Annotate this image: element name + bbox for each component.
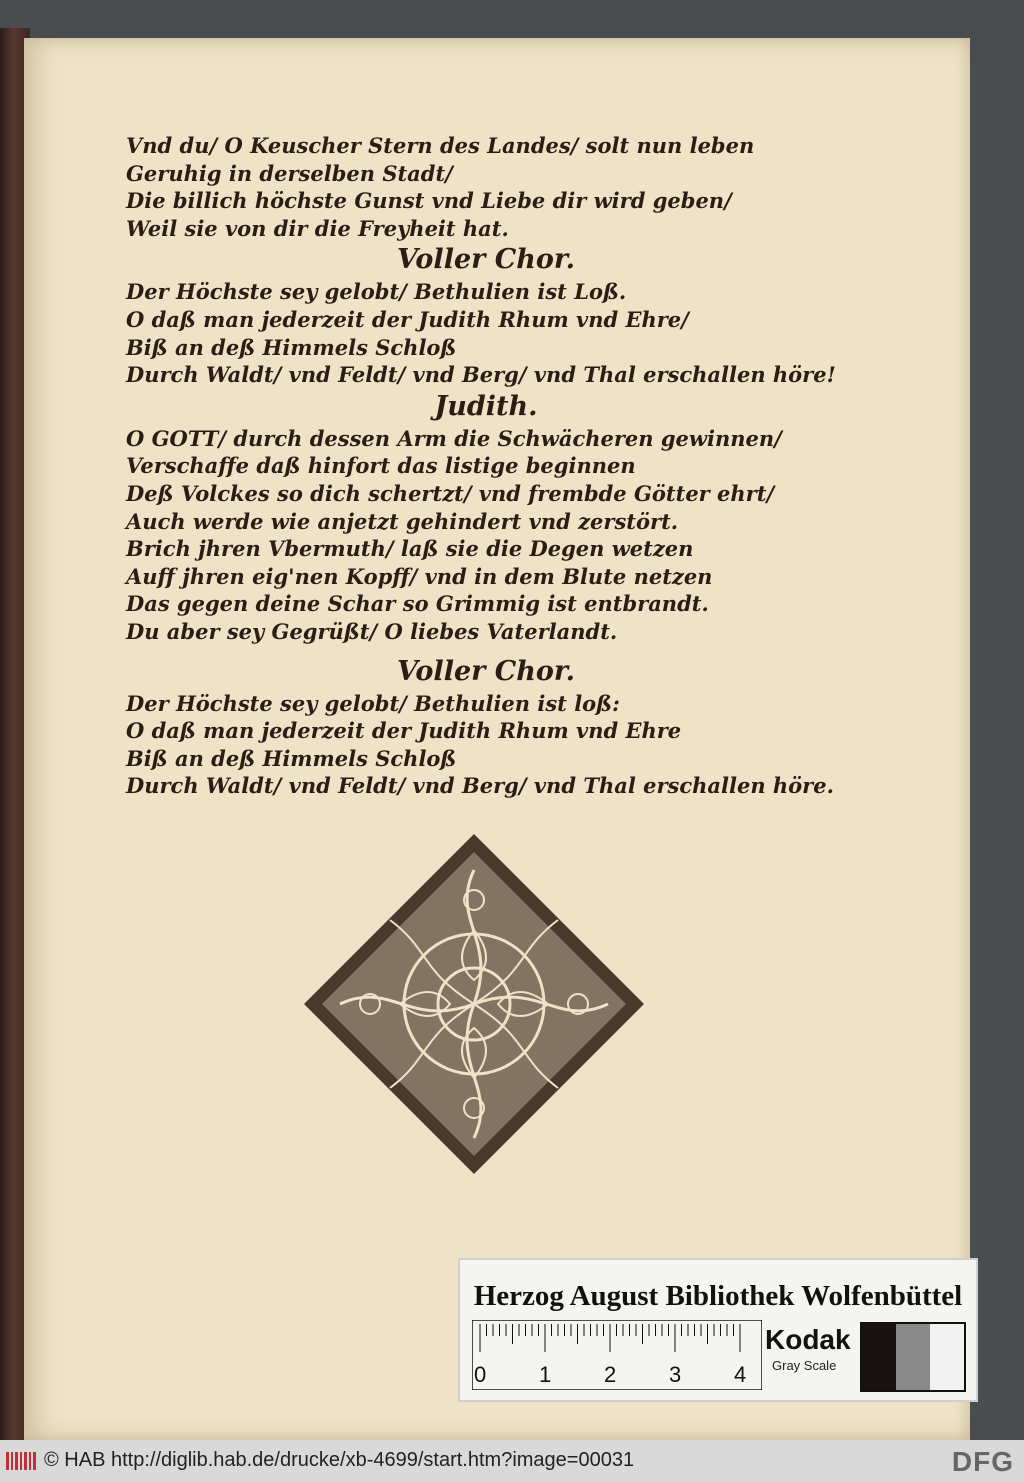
gray-patch-light [930,1324,964,1390]
ruler-number: 2 [604,1362,617,1387]
verse-line: O daß man jederzeit der Judith Rhum vnd Ehre/ [126,306,689,332]
verse-line: O daß man jederzeit der Judith Rhum vnd Ehre [126,718,682,744]
verse-line: Biß an deß Himmels Schloß [126,334,457,360]
ruler-number: 1 [539,1362,552,1387]
speaker-heading: Voller Chor. [396,655,576,687]
source-url[interactable]: © HAB http://diglib.hab.de/drucke/xb-4699/start.htm?image=00031 [44,1449,635,1471]
verse-line: Auch werde wie anjetzt gehindert vnd zerstört. [126,508,679,534]
verse-line: Auff jhren eig'nen Kopff/ vnd in dem Blute netzen [126,563,713,589]
speaker-heading: Voller Chor. [396,244,576,276]
gray-patch-mid [896,1324,930,1390]
verse-line: Deß Volckes so dich schertzt/ vnd frembde Götter ehrt/ [126,480,775,506]
kodak-subtitle: Gray Scale [772,1358,837,1373]
speaker-heading: Judith. [434,390,538,422]
kodak-logo: Kodak [765,1324,851,1355]
verse-line: Durch Waldt/ vnd Feldt/ vnd Berg/ vnd Thal erschallen höre! [126,362,836,388]
dfg-logo: DFG [951,1446,1014,1477]
verse-line: O GOTT/ durch dessen Arm die Schwächeren gewinnen/ [126,425,782,451]
verse-line: Durch Waldt/ vnd Feldt/ vnd Berg/ vnd Thal erschallen höre. [126,773,834,799]
gray-patch-dark [862,1324,896,1390]
verse-line: Der Höchste sey gelobt/ Bethulien ist Loß. [126,279,627,305]
color-calibration-card [458,1258,978,1402]
verse-line: Brich jhren Vbermuth/ laß sie die Degen wetzen [126,536,694,562]
library-title: Herzog August Bibliothek Wolfenbüttel [473,1280,963,1312]
ruler-number: 3 [669,1362,682,1387]
verse-line: Die billich höchste Gunst vnd Liebe dir wird geben/ [126,188,732,214]
verse-line: Das gegen deine Schar so Grimmig ist entbrandt. [126,591,709,617]
verse-line: Vnd du/ O Keuscher Stern des Landes/ solt nun leben [126,133,755,158]
gray-patches [860,1322,966,1392]
poem-text [126,132,846,800]
footer-bar [0,1440,1024,1482]
verse-line: Der Höchste sey gelobt/ Bethulien ist loß: [126,690,620,716]
ornament-image [300,830,648,1178]
verse-line: Du aber sey Gegrüßt/ O liebes Vaterlandt. [126,618,618,644]
ruler-scale [472,1320,762,1390]
ruler-number: 4 [734,1362,747,1387]
verse-line: Weil sie von dir die Freyheit hat. [126,215,509,241]
barcode-icon [6,1450,36,1472]
verse-line: Biß an deß Himmels Schloß [126,745,457,771]
verse-line: Verschaffe daß hinfort das listige beginnen [126,453,636,479]
ruler-number: 0 [474,1362,487,1387]
verse-line: Geruhig in derselben Stadt/ [126,160,453,186]
